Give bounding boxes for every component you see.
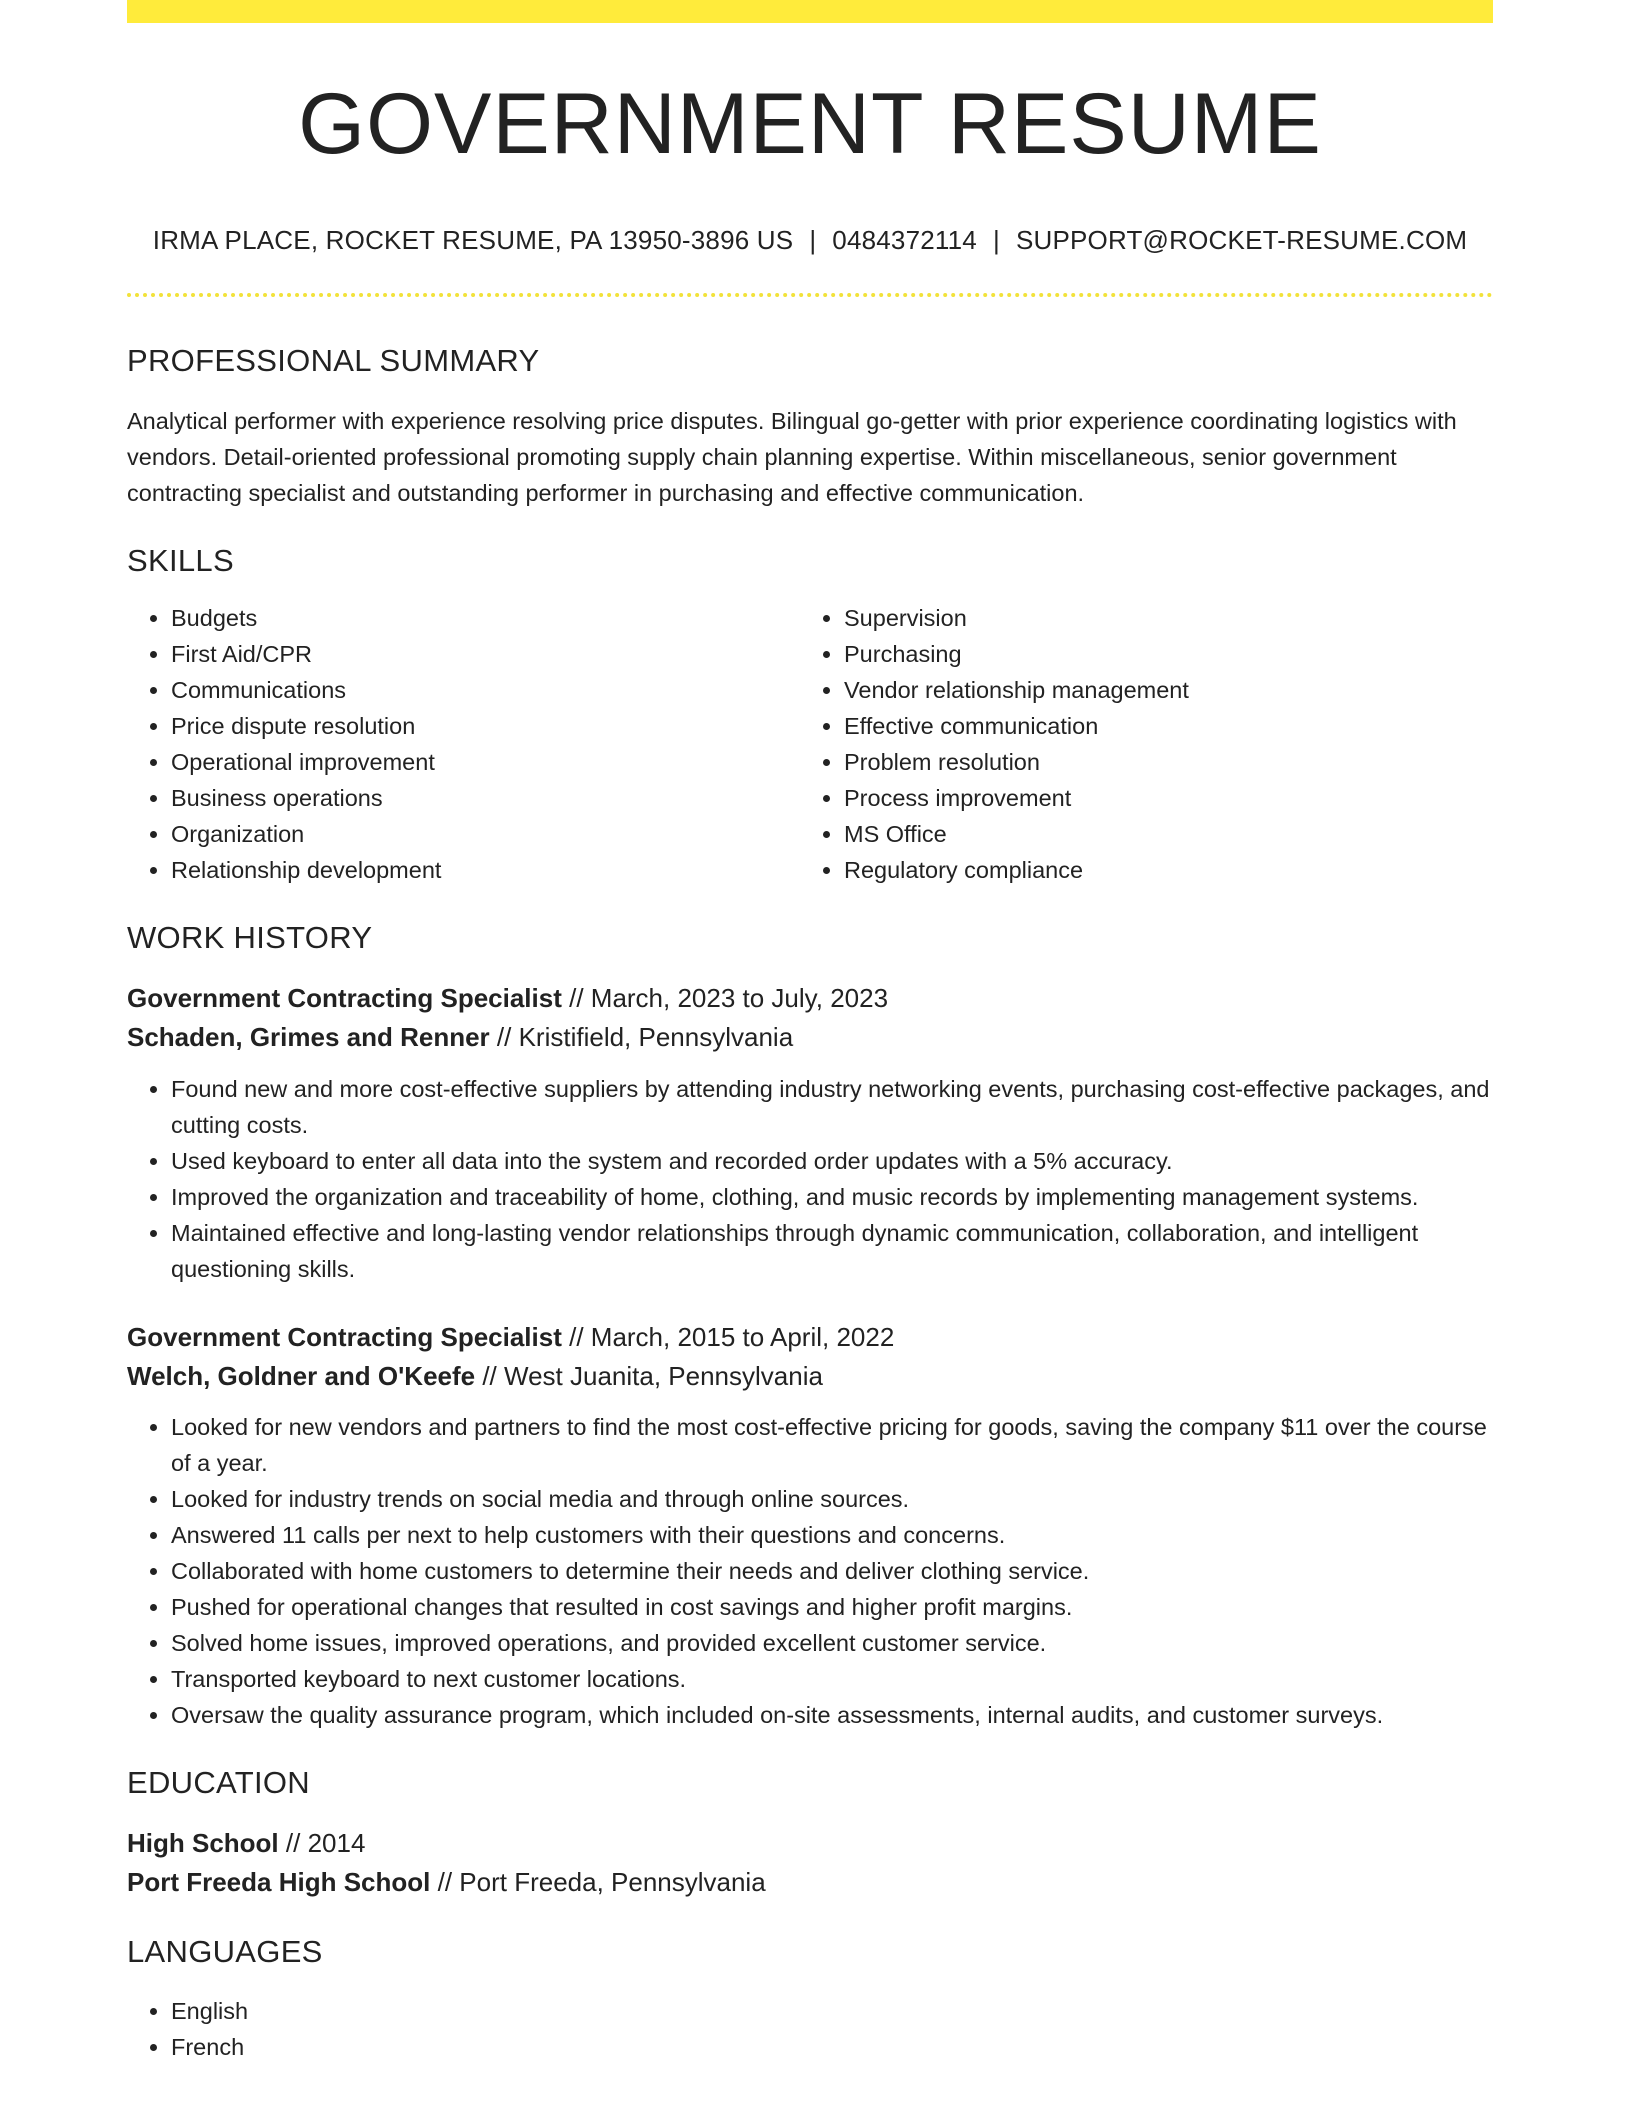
skill-item: • Process improvement xyxy=(844,780,1473,816)
job-bullet: • Collaborated with home customers to determine their needs and deliver clothing service. xyxy=(171,1553,1493,1589)
skill-item: • Budgets xyxy=(171,600,800,636)
contact-phone: 0484372114 xyxy=(832,225,977,255)
job-company-line xyxy=(127,1018,1493,1057)
resume-title: GOVERNMENT RESUME xyxy=(298,76,1322,172)
skill-item: • Purchasing xyxy=(844,636,1473,672)
education-degree-line xyxy=(127,1824,1493,1863)
contact-line xyxy=(127,227,1493,253)
job-bullet: • Solved home issues, improved operations, and provided excellent customer service. xyxy=(171,1625,1493,1661)
job-separator: // xyxy=(475,1361,505,1391)
job-bullet: • Oversaw the quality assurance program, which included on-site assessments, internal audits, and customer surveys. xyxy=(171,1697,1493,1733)
skill-item: • Vendor relationship management xyxy=(844,672,1473,708)
job-bullet-list xyxy=(127,1071,1493,1287)
job-location: West Juanita, Pennsylvania xyxy=(504,1361,823,1391)
job-company: Schaden, Grimes and Renner xyxy=(127,1022,490,1052)
skills-list-left xyxy=(127,600,800,888)
dotted-divider xyxy=(127,293,1493,297)
skill-item: • First Aid/CPR xyxy=(171,636,800,672)
job-separator: // xyxy=(561,1322,591,1352)
contact-address: IRMA PLACE, ROCKET RESUME, PA 13950-3896 US xyxy=(152,225,794,255)
job-location: Kristifield, Pennsylvania xyxy=(518,1022,794,1052)
job-company-line xyxy=(127,1357,1493,1396)
job-bullet: • Maintained effective and long-lasting vendor relationships through dynamic communication, collaboration, and intelligent questioning skills. xyxy=(171,1215,1493,1287)
job-dates: March, 2015 to April, 2022 xyxy=(590,1322,895,1352)
skills-list-right xyxy=(800,600,1473,888)
job-bullet: • Answered 11 calls per next to help customers with their questions and concerns. xyxy=(171,1517,1493,1553)
education-year: 2014 xyxy=(307,1828,366,1858)
job-title-line xyxy=(127,979,1493,1018)
job-title: Government Contracting Specialist xyxy=(127,983,562,1013)
summary-text: Analytical performer with experience resolving price disputes. Bilingual go-getter with prior experience coordinating logistics with vendors. Detail-oriented professional promoting supply chain planning expertise. Within miscellaneous, senior government contracting specialist and outstanding performer in purchasing and effective communication. xyxy=(127,408,1457,506)
education-school-line xyxy=(127,1863,1493,1902)
job-dates: March, 2023 to July, 2023 xyxy=(590,983,889,1013)
education-school: Port Freeda High School xyxy=(127,1867,431,1897)
language-item: • French xyxy=(171,2029,1493,2065)
skill-item: • Problem resolution xyxy=(844,744,1473,780)
skill-item: • Operational improvement xyxy=(171,744,800,780)
skill-item: • Business operations xyxy=(171,780,800,816)
job-bullet: • Looked for industry trends on social media and through online sources. xyxy=(171,1481,1493,1517)
job-separator: // xyxy=(489,1022,519,1052)
education-heading: EDUCATION xyxy=(127,1765,310,1800)
language-item: • English xyxy=(171,1993,1493,2029)
skill-item: • Organization xyxy=(171,816,800,852)
contact-separator: | xyxy=(992,225,1000,255)
job-bullet: • Improved the organization and traceability of home, clothing, and music records by implementing management systems. xyxy=(171,1179,1493,1215)
contact-email: SUPPORT@ROCKET-RESUME.COM xyxy=(1015,225,1468,255)
job-bullet-list xyxy=(127,1409,1493,1733)
languages-heading: LANGUAGES xyxy=(127,1934,323,1969)
contact-separator: | xyxy=(809,225,817,255)
skill-item: • Regulatory compliance xyxy=(844,852,1473,888)
job-bullet: • Transported keyboard to next customer locations. xyxy=(171,1661,1493,1697)
education-separator: // xyxy=(278,1828,308,1858)
education-location: Port Freeda, Pennsylvania xyxy=(459,1867,766,1897)
skills-columns xyxy=(127,600,1493,888)
skill-item: • Communications xyxy=(171,672,800,708)
job-separator: // xyxy=(561,983,591,1013)
job-company: Welch, Goldner and O'Keefe xyxy=(127,1361,476,1391)
job-title-line xyxy=(127,1318,1493,1357)
skills-heading: SKILLS xyxy=(127,543,234,578)
job-bullet: • Looked for new vendors and partners to find the most cost-effective pricing for goods, saving the company $11 over the course of a year. xyxy=(171,1409,1493,1481)
skill-item: • Effective communication xyxy=(844,708,1473,744)
job-bullet: • Pushed for operational changes that resulted in cost savings and higher profit margins. xyxy=(171,1589,1493,1625)
skill-item: • Relationship development xyxy=(171,852,800,888)
skill-item: • Price dispute resolution xyxy=(171,708,800,744)
accent-bar xyxy=(127,0,1493,23)
job-title: Government Contracting Specialist xyxy=(127,1322,562,1352)
education-degree: High School xyxy=(127,1828,279,1858)
languages-list xyxy=(127,1993,1493,2065)
skill-item: • MS Office xyxy=(844,816,1473,852)
job-bullet: • Found new and more cost-effective suppliers by attending industry networking events, purchasing cost-effective packages, and cutting costs. xyxy=(171,1071,1493,1143)
resume-content xyxy=(127,23,1493,2065)
summary-heading: PROFESSIONAL SUMMARY xyxy=(127,343,540,378)
work-history-heading: WORK HISTORY xyxy=(127,920,373,955)
skill-item: • Supervision xyxy=(844,600,1473,636)
job-bullet: • Used keyboard to enter all data into the system and recorded order updates with a 5% accuracy. xyxy=(171,1143,1493,1179)
education-separator: // xyxy=(430,1867,460,1897)
